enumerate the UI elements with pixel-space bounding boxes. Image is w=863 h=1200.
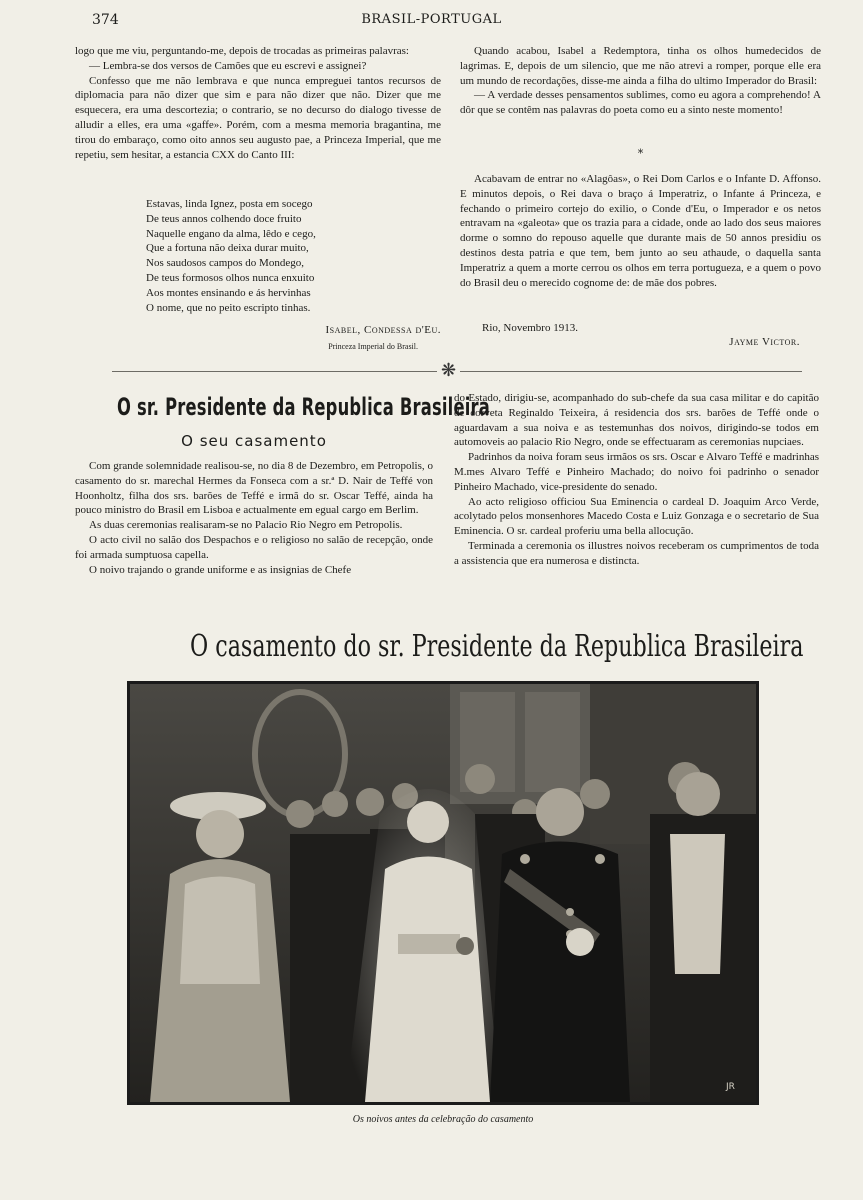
article-subhead: O seu casamento	[181, 432, 327, 450]
article-paragraph: Com grande solemnidade realisou-se, no dia 8 de Dezembro, em Petropolis, o casamento do sr. marechal Hermes da Fonseca com a sr.ª D. Nair de Teffé von Hoonholtz, filha dos srs. barões de Teffé e irmã do sr. Oscar Teffé, ainda ha pouco ministro do Brasil em Lisboa e actualmente em egual cargo em Berlim.	[75, 460, 433, 517]
poem-line: De teus annos colhendo doce fruito	[146, 212, 302, 225]
article-paragraph: Padrinhos da noiva foram seus irmãos os srs. Oscar e Alvaro Teffé e madrinhas M.mes Alvaro Teffé e Pinheiro Machado; do noivo foi padrinho o senador Pinheiro Machado, vice-presidente do senado.	[454, 451, 819, 493]
article-headline: O sr. Presidente da Republica Brasileira	[117, 393, 491, 421]
article-paragraph: As duas ceremonias realisaram-se no Palacio Rio Negro em Petropolis.	[89, 519, 403, 532]
poem-line: Aos montes ensinando e ás hervinhas	[146, 286, 311, 299]
letter-paragraph: Confesso que me não lembrava e que nunca empreguei tantos recursos de diplomacia para não dizer que sim e para não dizer que não. Dizer que me esquecera, era uma descortezia; o contrario, se no decurso do dialogo tivesse de alludir a elles, era uma «gaffe». Porém, com a mesma memoria bragantina, me tirou do embaraço, como oito annos seu augusto pae, a Princeza Imperial, que me repetiu, sem hesitar, a estancia CXX do Canto III:	[75, 74, 441, 161]
photo-caption: Os noivos antes da celebração do casamento	[352, 1114, 534, 1125]
letter-column-right	[460, 44, 821, 118]
section-separator: *	[637, 147, 644, 160]
letter-paragraph: logo que me viu, perguntando-me, depois de trocadas as primeiras palavras:	[75, 45, 409, 57]
letter-column-right-2	[460, 172, 821, 290]
article-paragraph: Ao acto religioso officiou Sua Eminencia o cardeal D. Joaquim Arco Verde, acolytado pelos monsenhores Macedo Costa e Luiz Gonzaga e o secretario de Sua Eminencia. O sr. cardeal proferiu uma bella allocução.	[454, 495, 819, 538]
page-number: 374	[92, 12, 119, 28]
signature-title: Princeza Imperial do Brasil.	[328, 342, 418, 351]
letter-paragraph: Quando acabou, Isabel a Redemptora, tinha os olhos humedecidos de lagrimas. E, depois de um silencio, que me não atrevi a romper, porque elle era um mundo de recordações, disse-me ainda a filha do ultimo Imperador do Brasil:	[460, 45, 821, 87]
article-column-left	[75, 459, 433, 577]
poem-line: O nome, que no peito escripto tinhas.	[146, 301, 311, 314]
article-paragraph: O noivo trajando o grande uniforme e as insignias de Chefe	[89, 563, 352, 576]
wedding-photo-image	[130, 684, 756, 1102]
ornament-icon: ❋	[437, 362, 460, 380]
camoes-poem	[146, 197, 316, 315]
article-paragraph: O acto civil no salão dos Despachos e o religioso no salão de recepção, onde foi armada sumptuosa capella.	[75, 533, 433, 561]
dateline: Rio, Novembro 1913.	[482, 322, 578, 334]
poem-line: De teus formosos olhos nunca enxuito	[146, 271, 315, 284]
signature-isabel: Isabel, Condessa d'Eu.	[325, 324, 441, 336]
letter-paragraph: Acabavam de entrar no «Alagôas», o Rei Dom Carlos e o Infante D. Affonso. E minutos depois, o Rei dava o braço á Imperatriz, o Infante á Princeza, e fechando o primeiro cortejo do exilio, o Conde d'Eu, o Imperador e os netos entravam na «galeota» que os trazia para a cidade, onde ao lado dos seus maiores dorme o somno do repouso aquelle que durante mais de 50 annos presidiu os destinos desta patria e que tem, bem junto ao seu athaude, o daquella santa Imperatriz a quem a morte cerrou os olhos em terra portugueza, e a quem o povo do Brasil deu o merecido cognome de: de mãe dos pobres.	[460, 173, 821, 289]
signature-jayme: Jayme Victor.	[729, 336, 800, 348]
article-column-right	[454, 391, 819, 569]
article-paragraph: Terminada a ceremonia os illustres noivos receberam os cumprimentos de toda a assistencia que era numerosa e distincta.	[454, 539, 819, 567]
article-paragraph: do Estado, dirigiu-se, acompanhado do sub-chefe da sua casa militar e do capitão de corveta Reginaldo Teixeira, á residencia dos srs. barões de Teffé onde o aguardavam a sua noiva e as testemunhas dos noivos, dirigindo-se todos em automoveis ao palacio Rio Negro, onde se effectuaram as ceremonias nupciaes.	[454, 392, 819, 449]
wedding-photo	[127, 681, 759, 1105]
poem-line: Estavas, linda Ignez, posta em socego	[146, 198, 313, 210]
photographer-monogram: JR	[726, 1082, 735, 1092]
poem-line: Que a fortuna não deixa durar muito,	[146, 242, 309, 255]
letter-paragraph: — Lembra-se dos versos de Camões que eu escrevi e assignei?	[89, 59, 367, 72]
running-head: BRASIL-PORTUGAL	[361, 12, 502, 27]
poem-line: Naquelle engano da alma, lêdo e cego,	[146, 227, 316, 240]
poem-line: Nos saudosos campos do Mondego,	[146, 257, 304, 270]
letter-paragraph: — A verdade desses pensamentos sublimes, como eu agora a comprehendo! A dôr que se contêm nas palavras do poeta como eu a sinto neste momento!	[460, 89, 821, 117]
photo-section-title: O casamento do sr. Presidente da Republica Brasileira	[190, 629, 804, 664]
letter-column-left	[75, 44, 441, 162]
